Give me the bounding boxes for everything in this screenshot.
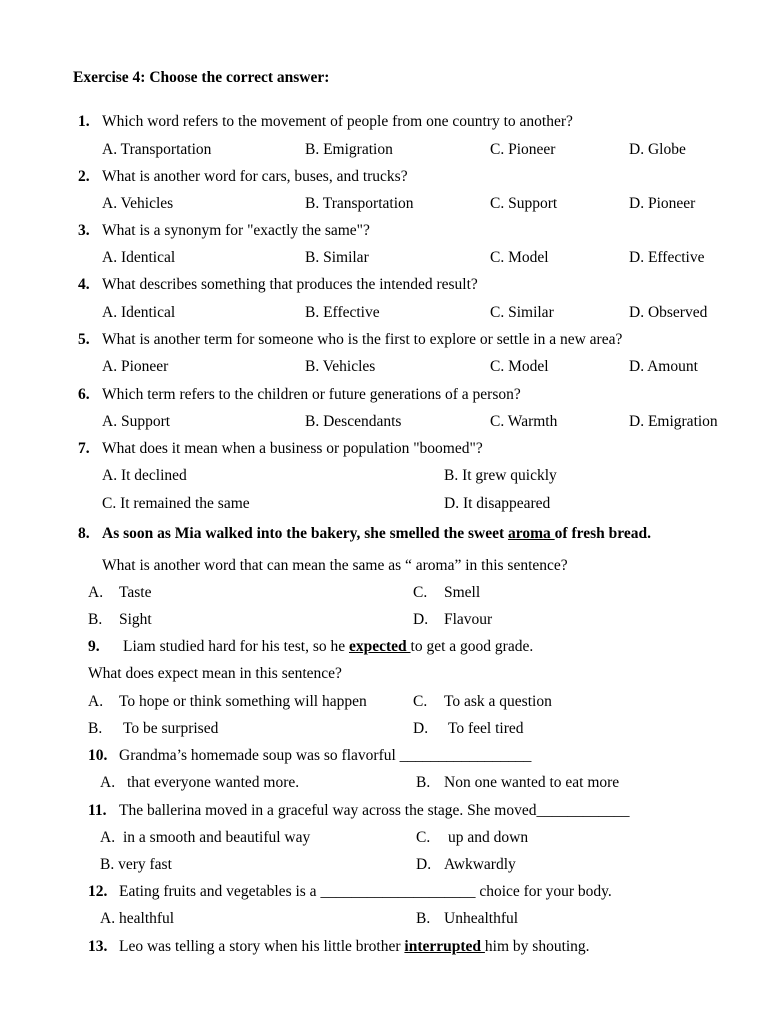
option-c: C. It remained the same (102, 495, 250, 512)
question-text: The ballerina moved in a graceful way across the stage. She moved____________ (119, 802, 630, 819)
question-text: What does it mean when a business or population "boomed"? (102, 440, 483, 457)
option-b: Non one wanted to eat more (444, 774, 620, 791)
option-d: D. It disappeared (444, 495, 551, 512)
option-b: B. Descendants (305, 413, 402, 430)
option-d-letter: D. (413, 720, 429, 737)
option-d: D. Globe (629, 141, 686, 158)
option-a-letter: A. (100, 829, 116, 846)
option-a: healthful (119, 910, 175, 927)
option-a: To hope or think something will happen (119, 693, 367, 710)
option-a: that everyone wanted more. (127, 774, 300, 791)
option-c: C. Similar (490, 304, 554, 321)
option-d: Awkwardly (444, 856, 516, 873)
option-d: To feel tired (448, 720, 524, 737)
option-c-letter: C. (413, 584, 428, 601)
option-d: D. Pioneer (629, 195, 696, 212)
question-number: 6. (78, 386, 90, 403)
option-d: Flavour (444, 611, 493, 628)
option-a: A. Identical (102, 249, 176, 266)
question-text: Eating fruits and vegetables is a ____________________ choice for your body. (119, 883, 612, 900)
question-number: 8. (78, 525, 90, 542)
exercise-title: Exercise 4: Choose the correct answer: (73, 69, 330, 86)
option-b: Unhealthful (444, 910, 519, 927)
question-number: 3. (78, 222, 90, 239)
question-number: 5. (78, 331, 90, 348)
question-number: 1. (78, 113, 90, 130)
question-sentence (119, 938, 590, 956)
option-a: A. Support (102, 413, 171, 430)
option-a-letter: A. (100, 774, 116, 791)
question-number: 12. (88, 883, 108, 900)
option-c: C. Pioneer (490, 141, 556, 158)
sentence-end: of fresh bread. (554, 525, 651, 542)
question-sentence (102, 525, 651, 543)
option-c: Smell (444, 584, 481, 601)
option-a: A. It declined (102, 467, 187, 484)
sentence-end: him by shouting. (484, 938, 590, 955)
option-c: C. Support (490, 195, 558, 212)
option-b: B. Effective (305, 304, 380, 321)
option-a: in a smooth and beautiful way (123, 829, 311, 846)
option-c-letter: C. (416, 829, 431, 846)
option-a: Taste (119, 584, 152, 601)
option-c: C. Model (490, 249, 549, 266)
option-a-letter: A. (88, 584, 104, 601)
keyword: interrupted (404, 938, 485, 955)
option-b: B. Similar (305, 249, 369, 266)
option-b: B. Vehicles (305, 358, 376, 375)
question-text: What describes something that produces the intended result? (102, 276, 478, 293)
option-b-letter: B. (416, 774, 431, 791)
option-c: C. Model (490, 358, 549, 375)
option-b: B. Emigration (305, 141, 393, 158)
option-a-letter: A. (100, 910, 116, 927)
keyword: aroma (508, 525, 555, 542)
option-b-letter: B. (416, 910, 431, 927)
option-d: D. Effective (629, 249, 705, 266)
option-a: A. Pioneer (102, 358, 169, 375)
question-text: What is another word that can mean the same as “ aroma” in this sentence? (102, 557, 568, 574)
option-d: D. Amount (629, 358, 698, 375)
option-b-letter: B. (88, 720, 103, 737)
question-text: What is a synonym for "exactly the same"? (102, 222, 370, 239)
question-text: What is another word for cars, buses, and trucks? (102, 168, 408, 185)
option-d-letter: D. (413, 611, 429, 628)
sentence-start: Liam studied hard for his test, so he (123, 638, 349, 655)
question-text: What is another term for someone who is the first to explore or settle in a new area? (102, 331, 623, 348)
option-b: B. Transportation (305, 195, 414, 212)
question-text: Grandma’s homemade soup was so flavorful _________________ (119, 747, 532, 764)
question-number: 4. (78, 276, 90, 293)
option-c-letter: C. (413, 693, 428, 710)
option-c: C. Warmth (490, 413, 558, 430)
option-b: B. It grew quickly (444, 467, 557, 484)
option-a: A. Identical (102, 304, 176, 321)
option-a: A. Vehicles (102, 195, 174, 212)
question-number: 2. (78, 168, 90, 185)
option-c: To ask a question (444, 693, 552, 710)
option-b-letter: B. (88, 611, 103, 628)
option-b: B. very fast (100, 856, 172, 873)
question-number: 10. (88, 747, 108, 764)
option-a: A. Transportation (102, 141, 212, 158)
question-number: 11. (88, 802, 107, 819)
option-d-letter: D. (416, 856, 432, 873)
keyword: expected (349, 638, 411, 655)
question-text: What does expect mean in this sentence? (88, 665, 342, 682)
question-text: Which term refers to the children or future generations of a person? (102, 386, 521, 403)
question-number: 7. (78, 440, 90, 457)
option-d: D. Emigration (629, 413, 718, 430)
question-number: 13. (88, 938, 108, 955)
sentence-start: As soon as Mia walked into the bakery, she smelled the sweet (102, 525, 509, 542)
option-b: To be surprised (123, 720, 219, 737)
sentence-start: Leo was telling a story when his little brother (119, 938, 405, 955)
sentence-end: to get a good grade. (410, 638, 534, 655)
option-d: D. Observed (629, 304, 708, 321)
option-c: up and down (448, 829, 529, 846)
question-number: 9. (88, 638, 100, 655)
option-b: Sight (119, 611, 152, 628)
question-sentence (123, 638, 533, 656)
option-a-letter: A. (88, 693, 104, 710)
question-text: Which word refers to the movement of people from one country to another? (102, 113, 573, 130)
